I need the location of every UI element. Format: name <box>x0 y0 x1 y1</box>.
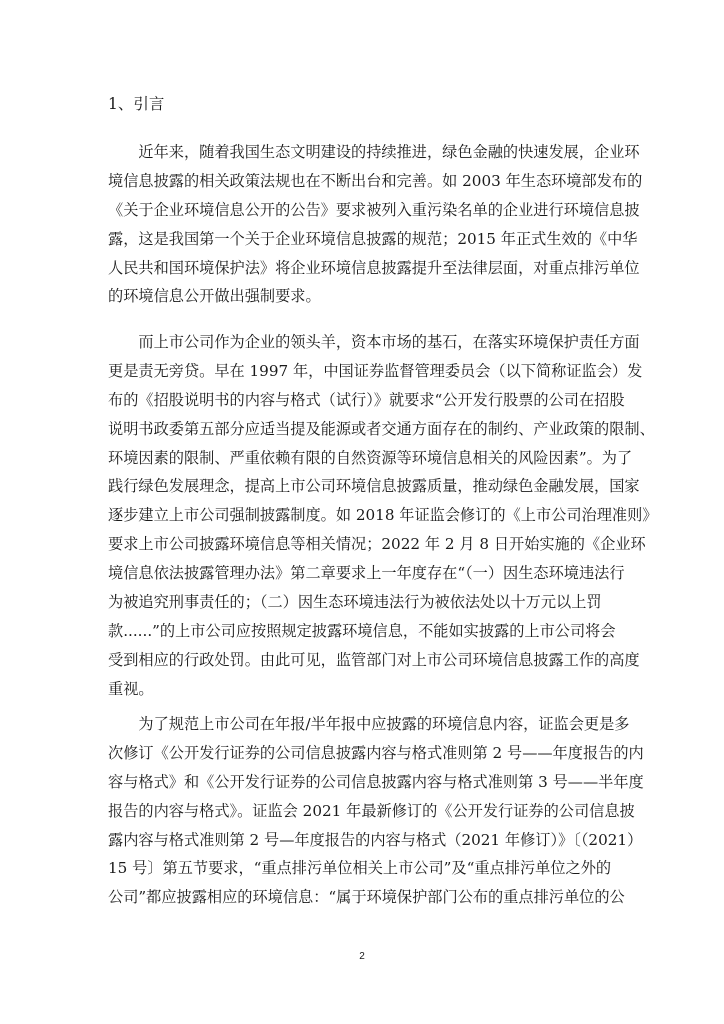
paragraph-disclosure-rules <box>108 710 644 912</box>
text-line: 践行绿色发展理念，提高上市公司环境信息披露质量，推动绿色金融发展，国家 <box>108 477 640 496</box>
text-line: 《关于企业环境信息公开的公告》要求被列入重污染名单的企业进行环境信息披 <box>108 200 640 219</box>
text-line: 境信息依法披露管理办法》第二章要求上一年度存在“（一）因生态环境违法行 <box>108 564 625 583</box>
text-line: 布的《招股说明书的内容与格式（试行）》就要求“公开发行股票的公司在招股 <box>108 390 625 409</box>
text-line: 容与格式》和《公开发行证券的公司信息披露内容与格式准则第 3 号——半年度 <box>108 772 644 791</box>
page-number: 2 <box>359 951 365 962</box>
text-line: 境信息披露的相关政策法规也在不断出台和完善。如 2003 年生态环境部发布的 <box>108 171 643 190</box>
text-line: 逐步建立上市公司强制披露制度。如 2018 年证监会修订的《上市公司治理准则》 <box>108 506 658 525</box>
text-line: 人民共和国环境保护法》将企业环境信息披露提升至法律层面，对重点排污单位 <box>108 258 640 277</box>
text-line: 更是责无旁贷。早在 1997 年，中国证券监督管理委员会（以下简称证监会）发 <box>108 361 643 380</box>
text-line: 受到相应的行政处罚。由此可见，监管部门对上市公司环境信息披露工作的高度 <box>108 650 640 669</box>
text-line: 露内容与格式准则第 2 号—年度报告的内容与格式（2021 年修订）》〔（2021） <box>108 830 643 849</box>
text-line: 为了规范上市公司在年报/半年报中应披露的环境信息内容，证监会更是多 <box>108 715 630 733</box>
paragraph-listed-companies <box>108 328 658 704</box>
text-line: 款......”的上市公司应按照规定披露环境信息，不能如实披露的上市公司将会 <box>108 621 616 640</box>
text-line: 次修订《公开发行证券的公司信息披露内容与格式准则第 2 号——年度报告的内 <box>108 743 644 762</box>
text-line: 环境因素的限制、严重依赖有限的自然资源等环境信息相关的风险因素”。为了 <box>108 448 633 467</box>
text-line: 近年来，随着我国生态文明建设的持续推进，绿色金融的快速发展，企业环 <box>108 143 640 161</box>
text-line: 的环境信息公开做出强制要求。 <box>108 287 321 306</box>
text-line: 说明书政委第五部分应适当提及能源或者交通方面存在的制约、产业政策的限制、 <box>108 419 655 438</box>
text-line: 报告的内容与格式》。证监会 2021 年最新修订的《公开发行证券的公司信息披 <box>108 801 635 820</box>
text-line: 重视。 <box>108 679 154 698</box>
paragraph-intro <box>108 138 643 311</box>
text-line: 15 号〕第五节要求，“重点排污单位相关上市公司”及“重点排污单位之外的 <box>108 859 612 878</box>
text-line: 露，这是我国第一个关于企业环境信息披露的规范；2015 年正式生效的《中华 <box>108 229 638 248</box>
text-line: 而上市公司作为企业的领头羊，资本市场的基石，在落实环境保护责任方面 <box>108 333 640 351</box>
text-line: 公司”都应披露相应的环境信息：“属于环境保护部门公布的重点排污单位的公 <box>108 888 625 907</box>
text-line: 为被追究刑事责任的；（二）因生态环境违法行为被依法处以十万元以上罚 <box>108 593 602 612</box>
section-heading: 1、引言 <box>108 95 165 113</box>
text-line: 要求上市公司披露环境信息等相关情况；2022 年 2 月 8 日开始实施的《企业环 <box>108 535 646 554</box>
